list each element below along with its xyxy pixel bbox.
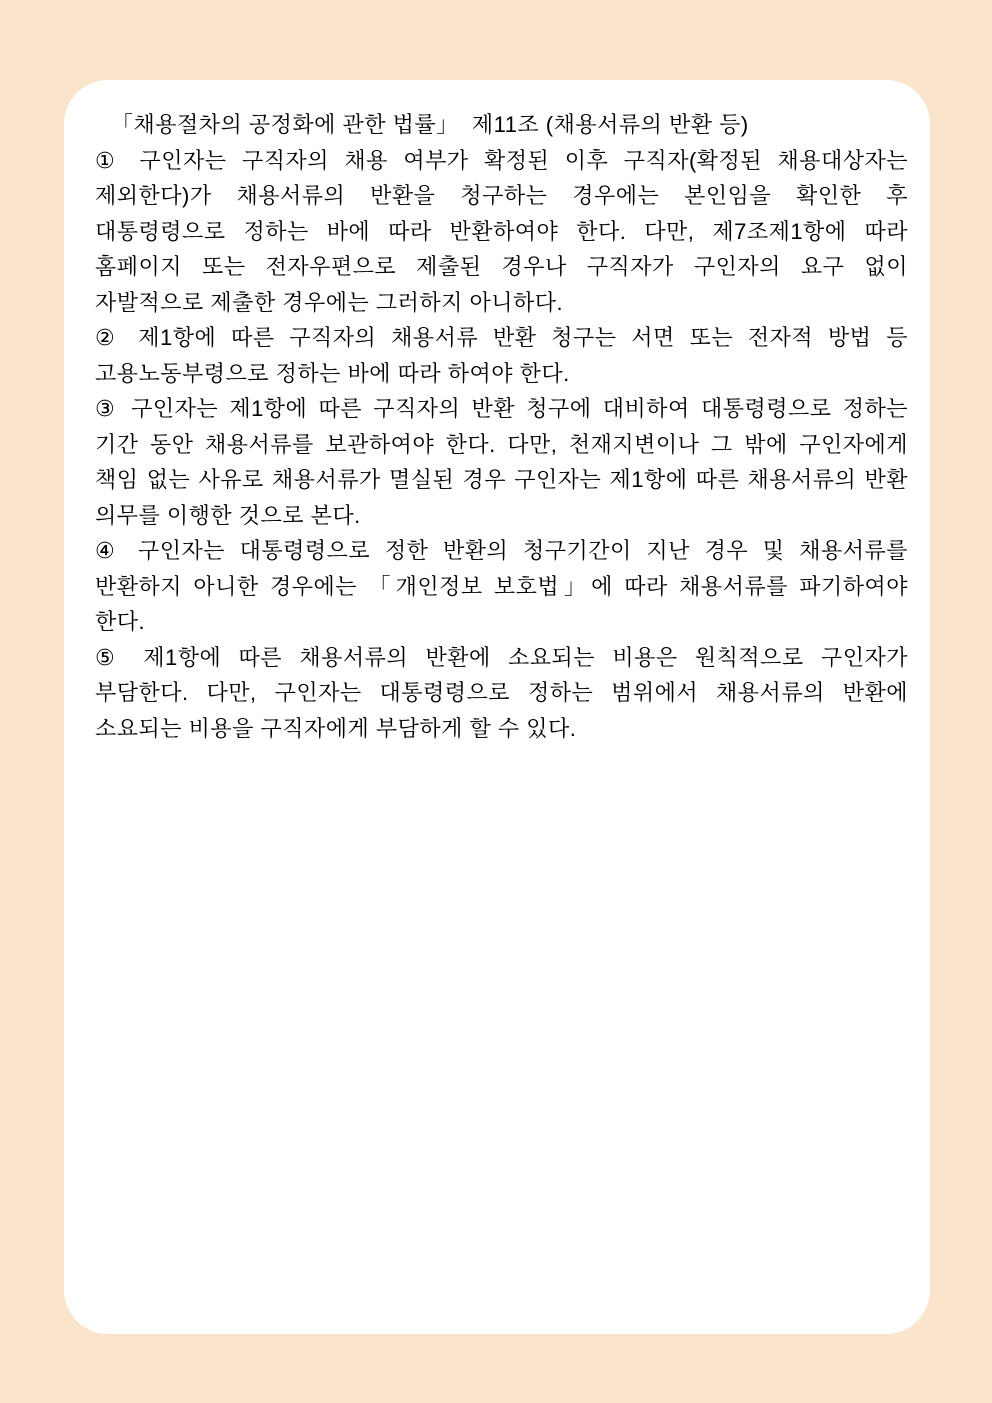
document-title: 「채용절차의 공정화에 관한 법률」 제11조 (채용서류의 반환 등) xyxy=(111,112,749,137)
legal-paragraph-3: ③ 구인자는 제1항에 따른 구직자의 반환 청구에 대비하여 대통령령으로 정하는 기간 동안 채용서류를 보관하여야 한다. 다만, 천재지변이나 그 밖에 구인자에게 책임 없는 사유로 채용서류가 멸실된 경우 구인자는 제1항에 따른 채용서류의 반환 의무를 이행한 것으로 본다. xyxy=(95,396,908,528)
content-card xyxy=(64,80,930,1334)
legal-paragraph-5: ⑤ 제1항에 따른 채용서류의 반환에 소요되는 비용은 원칙적으로 구인자가 부담한다. 다만, 구인자는 대통령령으로 정하는 범위에서 채용서류의 반환에 소요되는 비용을 구직자에게 부담하게 할 수 있다. xyxy=(95,644,908,741)
legal-paragraph-1: ① 구인자는 구직자의 채용 여부가 확정된 이후 구직자(확정된 채용대상자는 제외한다)가 채용서류의 반환을 청구하는 경우에는 본인임을 확인한 후 대통령령으로 정하는 바에 따라 반환하여야 한다. 다만, 제7조제1항에 따라 홈페이지 또는 전자우편으로 제출된 경우나 구직자가 구인자의 요구 없이 자발적으로 제출한 경우에는 그러하지 아니하다. xyxy=(95,147,908,315)
legal-paragraph-4: ④ 구인자는 대통령령으로 정한 반환의 청구기간이 지난 경우 및 채용서류를 반환하지 아니한 경우에는 「개인정보 보호법」에 따라 채용서류를 파기하여야 한다. xyxy=(95,538,908,634)
legal-paragraph-2: ② 제1항에 따른 구직자의 채용서류 반환 청구는 서면 또는 전자적 방법 등 고용노동부령으로 정하는 바에 따라 하여야 한다. xyxy=(95,325,908,386)
legal-text-block xyxy=(64,80,930,746)
